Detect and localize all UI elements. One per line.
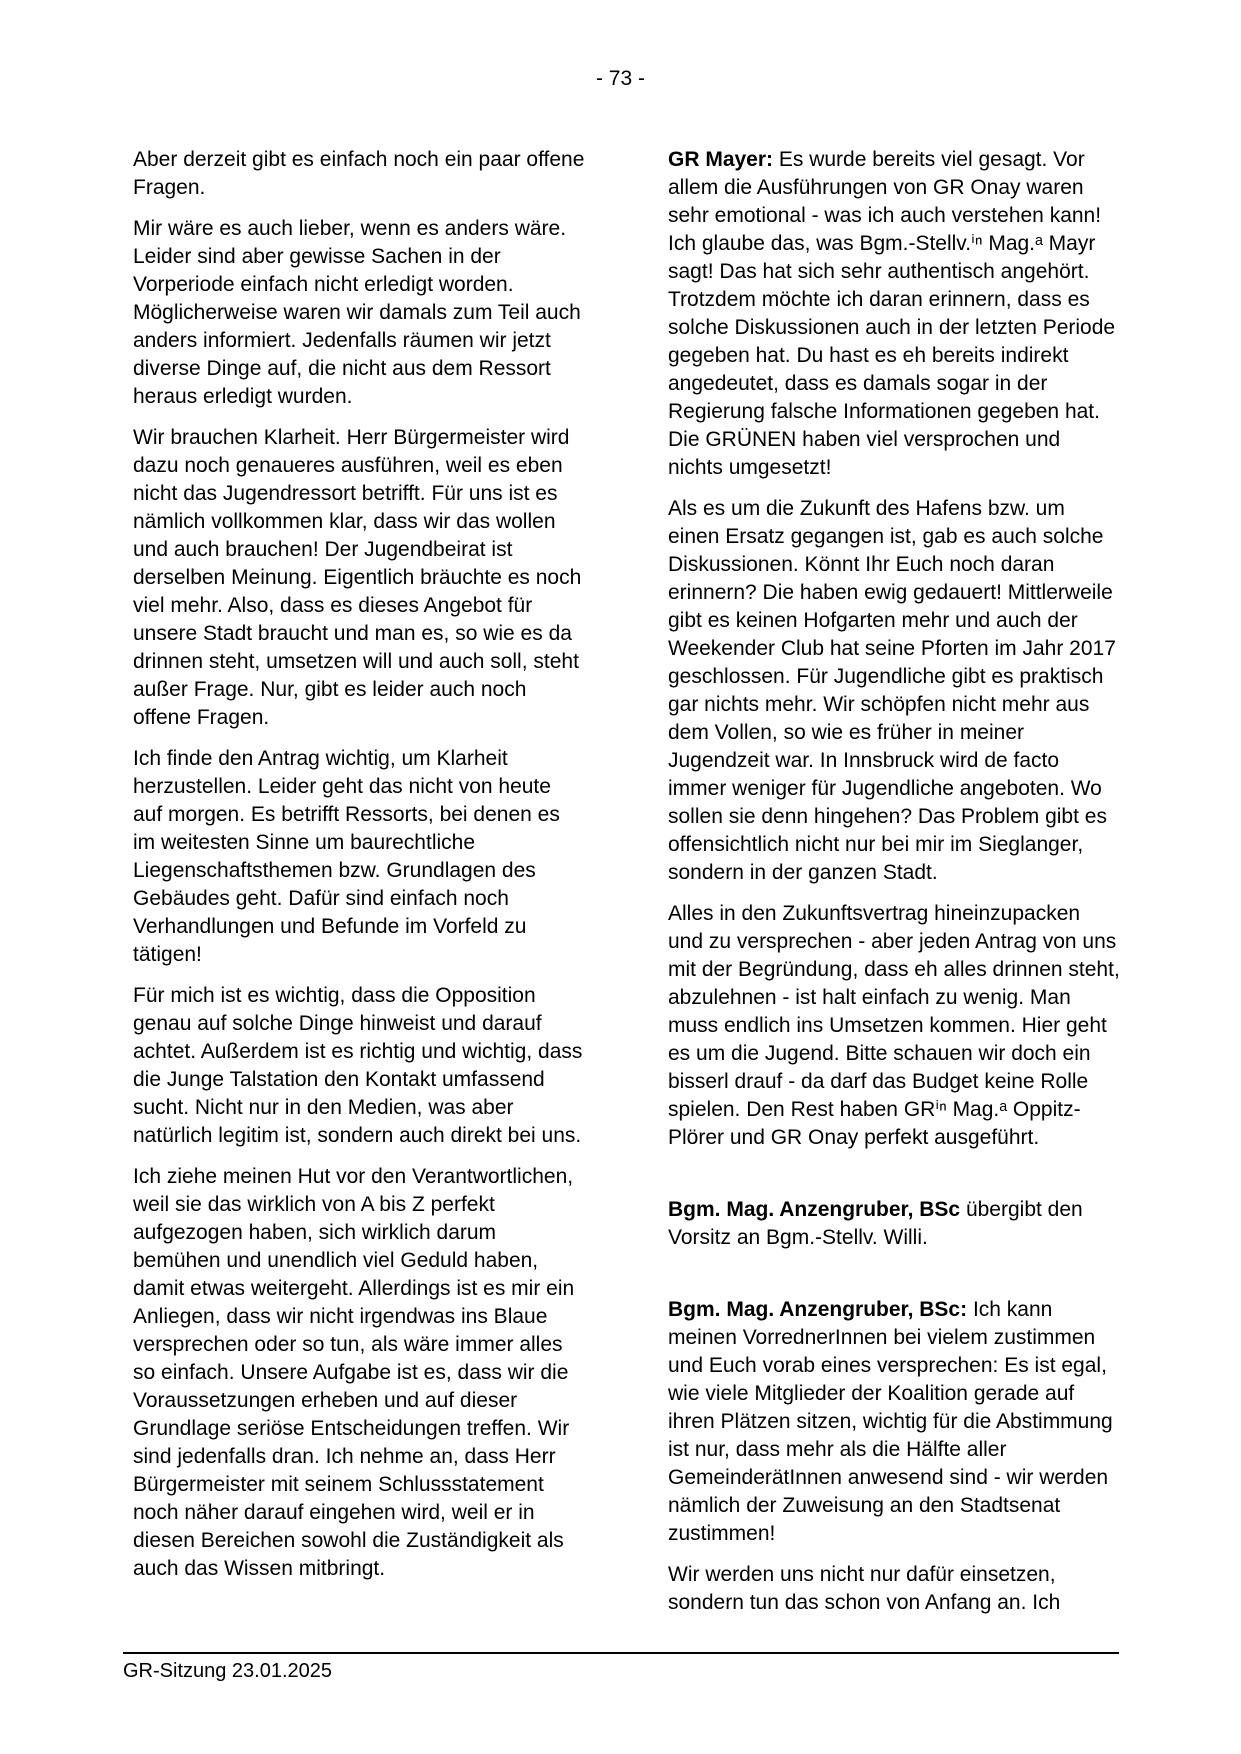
right-column: [668, 146, 1120, 1630]
body-paragraph: [133, 982, 585, 1150]
page-footer: [123, 1652, 1119, 1683]
speaker-name: Bgm. Mag. Anzengruber, BSc: [668, 1198, 961, 1221]
speaker-name: Bgm. Mag. Anzengruber, BSc:: [668, 1298, 968, 1321]
body-paragraph: [133, 424, 585, 732]
paragraph-text: Ich finde den Antrag wichtig, um Klarheit herzustellen. Leider geht das nicht von heute auf morgen. Es betrifft Ressorts, bei denen es im weitesten Sinne um baurechtliche Liegenschaftsthemen bzw. Grundlagen des Gebäudes geht. Dafür sind einfach noch Verhandlungen und Befunde im Vorfeld zu tätigen!: [133, 747, 560, 966]
speech-paragraph: [668, 1296, 1120, 1548]
speech-paragraph: [668, 1196, 1120, 1252]
page-number: - 73 -: [595, 67, 645, 90]
paragraph-text: Es wurde bereits viel gesagt. Vor allem die Ausführungen von GR Onay waren sehr emotional - was ich auch verstehen kann! Ich glaube das, was Bgm.-Stellv.ⁱⁿ Mag.ᵃ Mayr sagt! Das hat sich sehr authentisch angehört. Trotzdem möchte ich daran erinnern, dass es solche Diskussionen auch in der letzten Periode gegeben hat. Du hast es eh bereits indirekt angedeutet, dass es damals sogar in der Regierung falsche Informationen gegeben hat. Die GRÜNEN haben viel versprochen und nichts umgesetzt!: [668, 148, 1116, 479]
body-paragraph: [133, 146, 585, 202]
paragraph-text: Mir wäre es auch lieber, wenn es anders wäre. Leider sind aber gewisse Sachen in der Vorperiode einfach nicht erledigt worden. Möglicherweise waren wir damals zum Teil auch anders informiert. Jedenfalls räumen wir jetzt diverse Dinge auf, die nicht aus dem Ressort heraus erledigt wurden.: [133, 217, 581, 408]
paragraph-text: Wir brauchen Klarheit. Herr Bürgermeister wird dazu noch genaueres ausführen, weil es eben nicht das Jugendressort betrifft. Für uns ist es nämlich vollkommen klar, dass wir das wollen und auch brauchen! Der Jugendbeirat ist derselben Meinung. Eigentlich bräuchte es noch viel mehr. Also, dass es dieses Angebot für unsere Stadt braucht und man es, so wie es da drinnen steht, umsetzen will und auch soll, steht außer Frage. Nur, gibt es leider auch noch offene Fragen.: [133, 426, 582, 729]
paragraph-text: Für mich ist es wichtig, dass die Opposition genau auf solche Dinge hinweist und darauf achtet. Außerdem ist es richtig und wichtig, dass die Junge Talstation den Kontakt umfassend sucht. Nicht nur in den Medien, was aber natürlich legitim ist, sondern auch direkt bei uns.: [133, 984, 583, 1147]
body-paragraph: [668, 900, 1120, 1152]
left-column: [133, 146, 585, 1596]
body-paragraph: [133, 215, 585, 411]
paragraph-text: Als es um die Zukunft des Hafens bzw. um einen Ersatz gegangen ist, gab es auch solche Diskussionen. Könnt Ihr Euch noch daran erinnern? Die haben ewig gedauert! Mittlerweile gibt es keinen Hofgarten mehr und auch der Weekender Club hat seine Pforten im Jahr 2017 geschlossen. Für Jugendliche gibt es praktisch gar nichts mehr. Wir schöpfen nicht mehr aus dem Vollen, so wie es früher in meiner Jugendzeit war. In Innsbruck wird de facto immer weniger für Jugendliche angeboten. Wo sollen sie denn hingehen? Das Problem gibt es offensichtlich nicht nur bei mir im Sieglanger, sondern in der ganzen Stadt.: [668, 497, 1116, 884]
speech-paragraph: [668, 146, 1120, 482]
body-paragraph: [133, 1163, 585, 1583]
paragraph-text: übergibt den Vorsitz an Bgm.-Stellv. Willi.: [668, 1198, 1083, 1249]
paragraph-text: Ich ziehe meinen Hut vor den Verantwortlichen, weil sie das wirklich von A bis Z perfekt aufgezogen haben, sich wirklich darum bemühen und unendlich viel Geduld haben, damit etwas weitergeht. Allerdings ist es mir ein Anliegen, dass wir nicht irgendwas ins Blaue versprechen oder so tun, als wäre immer alles so einfach. Unsere Aufgabe ist es, dass wir die Voraussetzungen erheben und auf dieser Grundlage seriöse Entscheidungen treffen. Wir sind jedenfalls dran. Ich nehme an, dass Herr Bürgermeister mit seinem Schlussstatement noch näher darauf eingehen wird, weil er in diesen Bereichen sowohl die Zuständigkeit als auch das Wissen mitbringt.: [133, 1165, 575, 1580]
speaker-name: GR Mayer:: [668, 148, 774, 171]
body-paragraph: [133, 745, 585, 969]
paragraph-text: Aber derzeit gibt es einfach noch ein paar offene Fragen.: [133, 148, 585, 199]
paragraph-text: Wir werden uns nicht nur dafür einsetzen, sondern tun das schon von Anfang an. Ich: [668, 1563, 1061, 1614]
body-paragraph: [668, 495, 1120, 887]
paragraph-text: Alles in den Zukunftsvertrag hineinzupacken und zu versprechen - aber jeden Antrag von uns mit der Begründung, dass eh alles drinnen steht, abzulehnen - ist halt einfach zu wenig. Man muss endlich ins Umsetzen kommen. Hier geht es um die Jugend. Bitte schauen wir doch ein bisserl drauf - da darf das Budget keine Rolle spielen. Den Rest haben GRⁱⁿ Mag.ᵃ Oppitz-Plörer und GR Onay perfekt ausgeführt.: [668, 902, 1120, 1149]
footer-text: GR-Sitzung 23.01.2025: [123, 1660, 333, 1682]
paragraph-text: Ich kann meinen VorrednerInnen bei vielem zustimmen und Euch vorab eines versprechen: Es ist egal, wie viele Mitglieder der Koalition gerade auf ihren Plätzen sitzen, wichtig für die Abstimmung ist nur, dass mehr als die Hälfte aller GemeinderätInnen anwesend sind - wir werden nämlich der Zuweisung an den Stadtsenat zustimmen!: [668, 1298, 1113, 1545]
body-paragraph: [668, 1561, 1120, 1617]
text-columns: [133, 146, 1121, 1630]
